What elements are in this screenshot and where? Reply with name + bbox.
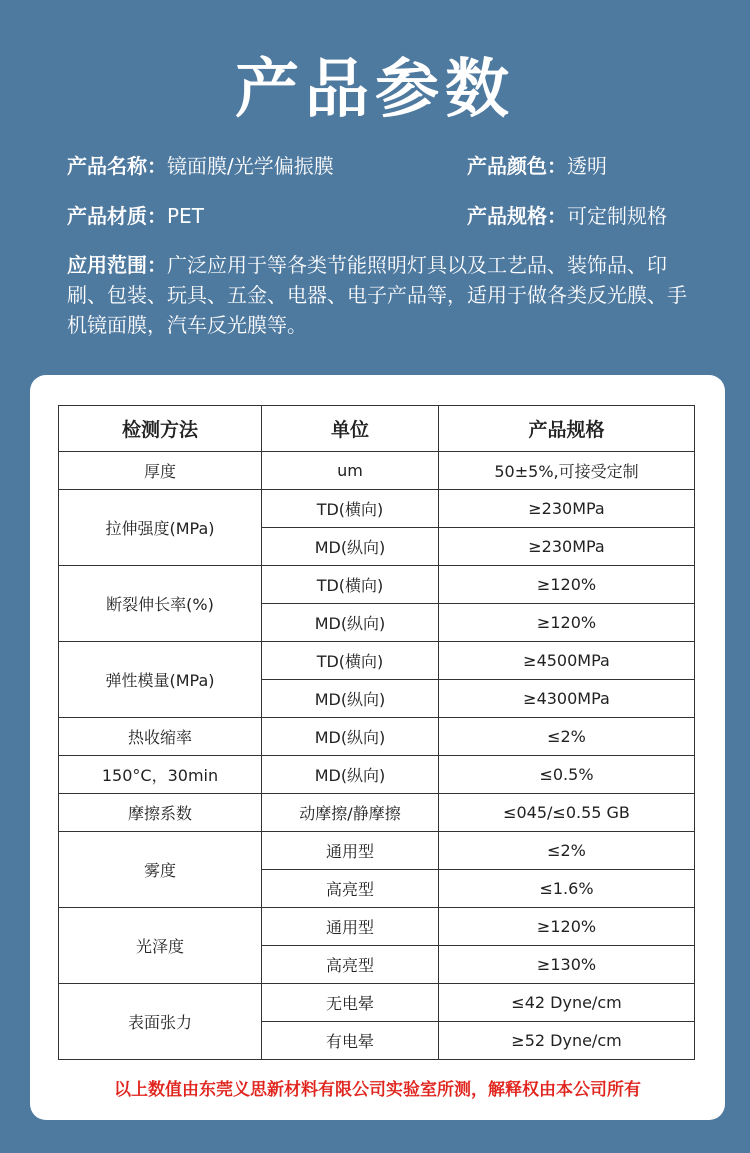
- usage-label: 应用范围：: [67, 253, 167, 277]
- table-row: [59, 832, 695, 870]
- cell-spec: ≤42 Dyne/cm: [439, 984, 695, 1022]
- usage-value: 广泛应用于等各类节能照明灯具以及工艺品、装饰品、印刷、包装、玩具、五金、电器、电子产品等，适用于做各类反光膜、手机镜面膜，汽车反光膜等。: [67, 253, 687, 337]
- product-spec-row: [467, 200, 667, 229]
- cell-spec: ≥4500MPa: [439, 642, 695, 680]
- product-color-label: 产品颜色：: [467, 154, 567, 178]
- disclaimer-note: 以上数值由东莞义思新材料有限公司实验室所测，解释权由本公司所有: [114, 1080, 641, 1100]
- cell-unit: MD(纵向): [262, 604, 439, 642]
- cell-unit: 无电晕: [262, 984, 439, 1022]
- product-material-row: [67, 200, 204, 229]
- cell-unit: um: [262, 452, 439, 490]
- table-row: [59, 642, 695, 680]
- product-material-value: PET: [167, 204, 204, 228]
- cell-method: 热收缩率: [59, 718, 262, 756]
- cell-unit: TD(横向): [262, 642, 439, 680]
- header-unit: 单位: [262, 406, 439, 452]
- cell-unit: 通用型: [262, 908, 439, 946]
- cell-unit: 通用型: [262, 832, 439, 870]
- cell-spec: ≤2%: [439, 832, 695, 870]
- table-row: [59, 490, 695, 528]
- header-spec: 产品规格: [439, 406, 695, 452]
- cell-method: 表面张力: [59, 984, 262, 1060]
- product-name-row: [67, 150, 334, 179]
- cell-spec: ≥4300MPa: [439, 680, 695, 718]
- cell-unit: 有电晕: [262, 1022, 439, 1060]
- cell-method: 摩擦系数: [59, 794, 262, 832]
- product-name-label: 产品名称：: [67, 154, 167, 178]
- spec-card: [30, 375, 725, 1120]
- product-material-label: 产品材质：: [67, 204, 167, 228]
- cell-unit: TD(横向): [262, 490, 439, 528]
- page-title: 产品参数: [235, 53, 515, 127]
- table-row: [59, 794, 695, 832]
- usage-description: [67, 250, 697, 340]
- cell-spec: ≥130%: [439, 946, 695, 984]
- cell-spec: ≤1.6%: [439, 870, 695, 908]
- table-row: [59, 452, 695, 490]
- cell-unit: 高亮型: [262, 870, 439, 908]
- spec-table: [58, 405, 695, 1060]
- product-spec-label: 产品规格：: [467, 204, 567, 228]
- cell-method: 光泽度: [59, 908, 262, 984]
- header-method: 检测方法: [59, 406, 262, 452]
- cell-method: 拉伸强度(MPa): [59, 490, 262, 566]
- cell-spec: ≥120%: [439, 604, 695, 642]
- cell-method: 厚度: [59, 452, 262, 490]
- table-row: [59, 908, 695, 946]
- table-row: [59, 984, 695, 1022]
- table-row: [59, 566, 695, 604]
- table-row: [59, 756, 695, 794]
- cell-spec: ≤0.5%: [439, 756, 695, 794]
- cell-method: 断裂伸长率(%): [59, 566, 262, 642]
- cell-unit: MD(纵向): [262, 718, 439, 756]
- cell-unit: MD(纵向): [262, 756, 439, 794]
- cell-unit: MD(纵向): [262, 680, 439, 718]
- product-spec-value: 可定制规格: [567, 204, 667, 228]
- product-color-value: 透明: [567, 154, 607, 178]
- cell-unit: 动摩擦/静摩擦: [262, 794, 439, 832]
- product-name-value: 镜面膜/光学偏振膜: [167, 154, 334, 178]
- cell-unit: TD(横向): [262, 566, 439, 604]
- product-color-row: [467, 150, 607, 179]
- cell-method: 弹性模量(MPa): [59, 642, 262, 718]
- cell-spec: ≤045/≤0.55 GB: [439, 794, 695, 832]
- cell-unit: MD(纵向): [262, 528, 439, 566]
- cell-method: 150°C，30min: [59, 756, 262, 794]
- cell-spec: ≥230MPa: [439, 490, 695, 528]
- cell-spec: ≤2%: [439, 718, 695, 756]
- cell-method: 雾度: [59, 832, 262, 908]
- cell-spec: ≥120%: [439, 908, 695, 946]
- cell-unit: 高亮型: [262, 946, 439, 984]
- cell-spec: ≥52 Dyne/cm: [439, 1022, 695, 1060]
- cell-spec: ≥230MPa: [439, 528, 695, 566]
- table-header-row: [59, 406, 695, 452]
- cell-spec: 50±5%,可接受定制: [439, 452, 695, 490]
- cell-spec: ≥120%: [439, 566, 695, 604]
- table-row: [59, 718, 695, 756]
